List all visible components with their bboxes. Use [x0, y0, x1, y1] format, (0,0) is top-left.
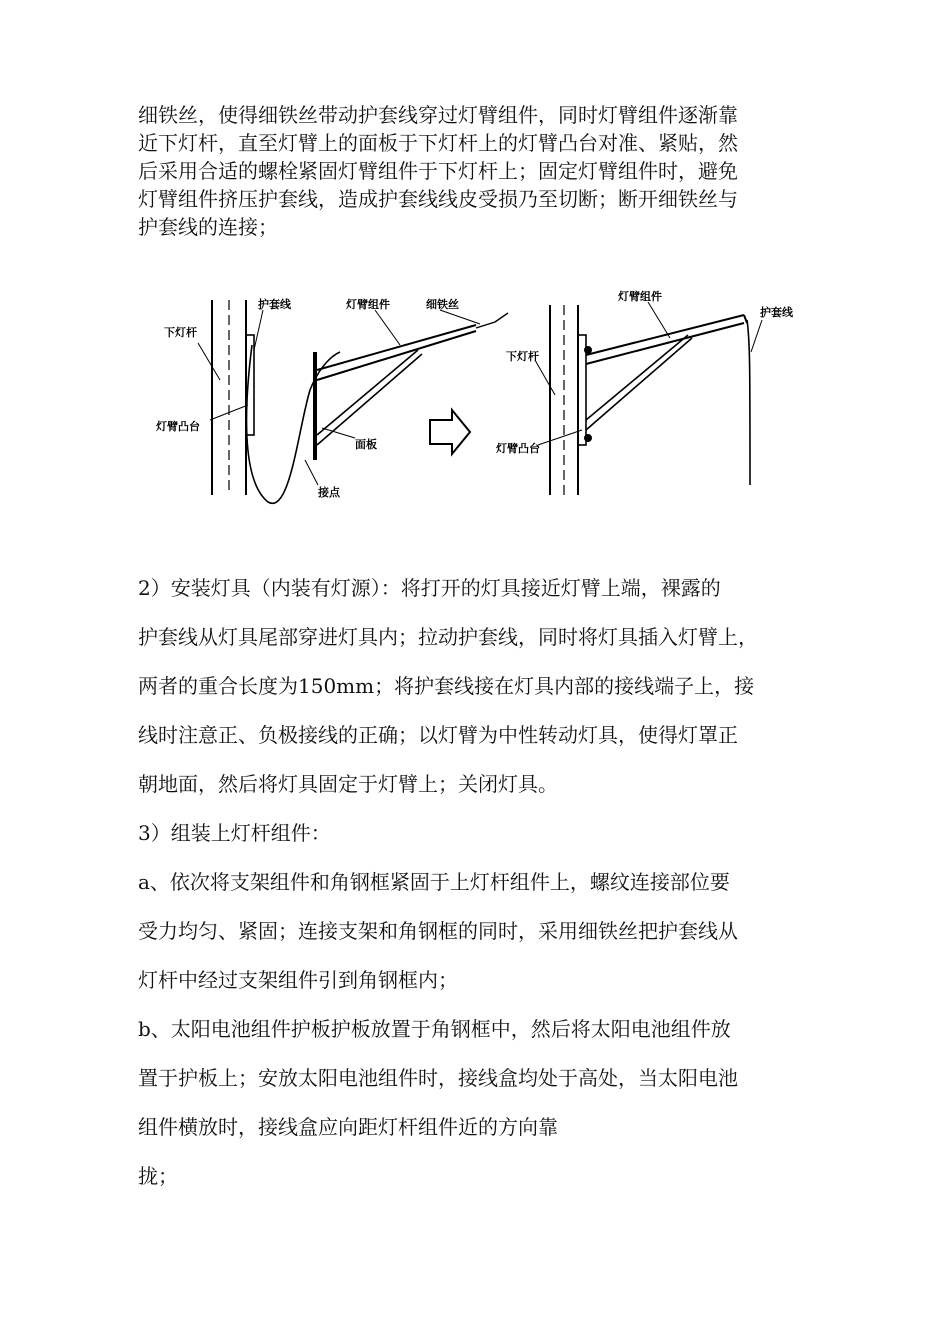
text-line: 组件横放时，接线盒应向距灯杆组件近的方向靠 [138, 1115, 558, 1139]
leader-wire-left [440, 310, 480, 324]
sheath-wire-right [747, 320, 750, 485]
sheath-wire-loop [247, 345, 340, 503]
arm-top-left [317, 325, 476, 370]
label-thin-wire-left: 细铁丝 [426, 298, 459, 311]
label-sheath-wire-right: 护套线 [760, 306, 793, 319]
body-paragraphs [138, 570, 838, 1207]
text-line: 护套线的连接； [138, 215, 278, 239]
label-arm-boss-right: 灯臂凸台 [496, 442, 540, 455]
leader-joint-left [305, 460, 318, 485]
text-line: 后采用合适的螺栓紧固灯臂组件于下灯杆上；固定灯臂组件时，避免 [138, 159, 738, 183]
text-line: 护套线从灯具尾部穿进灯具内；拉动护套线，同时将灯具插入灯臂上， [138, 625, 758, 649]
leader-boss-right [538, 430, 582, 445]
arm-top-right [586, 315, 744, 355]
bolt-bottom-right [585, 435, 591, 441]
text-line: 近下灯杆，直至灯臂上的面板于下灯杆上的灯臂凸台对准、紧贴，然 [138, 131, 738, 155]
arrow-shape [430, 410, 470, 454]
text-line: 置于护板上；安放太阳电池组件时，接线盒均处于高处，当太阳电池 [138, 1066, 738, 1090]
label-joint-left: 接点 [318, 486, 340, 499]
label-lower-pole-right: 下灯杆 [506, 350, 539, 363]
leader-sheath-right [751, 320, 762, 352]
bolt-top-right [585, 347, 591, 353]
label-lamp-arm-right: 灯臂组件 [618, 290, 662, 303]
text-line: 2）安装灯具（内装有灯源）：将打开的灯具接近灯臂上端，裸露的 [138, 576, 721, 600]
section-heading: 3）组装上灯杆组件： [138, 821, 331, 845]
leader-pole-left [198, 343, 220, 380]
label-lamp-arm-left: 灯臂组件 [346, 298, 390, 311]
text-line: a、依次将支架组件和角钢框紧固于上灯杆组件上，螺纹连接部位要 [138, 870, 730, 894]
brace-a-right [586, 335, 688, 420]
label-lower-pole-left: 下灯杆 [164, 326, 197, 339]
text-line: b、太阳电池组件护板护板放置于角钢框中，然后将太阳电池组件放 [138, 1017, 731, 1041]
leader-arm-right [648, 302, 670, 338]
leader-pole-right [535, 360, 555, 395]
label-arm-boss-left: 灯臂凸台 [156, 420, 200, 433]
brace-a-left [317, 350, 418, 435]
label-panel-left: 面板 [355, 438, 377, 451]
leader-arm-left [375, 310, 400, 345]
text-line: 灯杆中经过支架组件引到角钢框内； [138, 968, 458, 992]
arm-bottom-left [317, 331, 476, 380]
text-line: 朝地面，然后将灯具固定于灯臂上；关闭灯具。 [138, 772, 558, 796]
leader-sheath-left [254, 310, 263, 350]
text-line: 细铁丝，使得细铁丝带动护套线穿过灯臂组件，同时灯臂组件逐渐靠 [138, 103, 738, 127]
intro-paragraph [138, 101, 828, 241]
label-sheath-wire-left: 护套线 [258, 298, 291, 311]
text-line: 灯臂组件挤压护套线，造成护套线线皮受损乃至切断；断开细铁丝与 [138, 187, 738, 211]
text-line: 两者的重合长度为150mm；将护套线接在灯具内部的接线端子上，接 [138, 674, 755, 698]
diagram-svg [150, 280, 810, 520]
text-line: 拢； [138, 1164, 178, 1188]
text-line: 线时注意正、负极接线的正确；以灯臂为中性转动灯具，使得灯罩正 [138, 723, 738, 747]
thin-wire-left [476, 313, 508, 328]
text-line: 受力均匀、紧固；连接支架和角钢框的同时，采用细铁丝把护套线从 [138, 919, 738, 943]
installation-diagram [150, 280, 810, 520]
